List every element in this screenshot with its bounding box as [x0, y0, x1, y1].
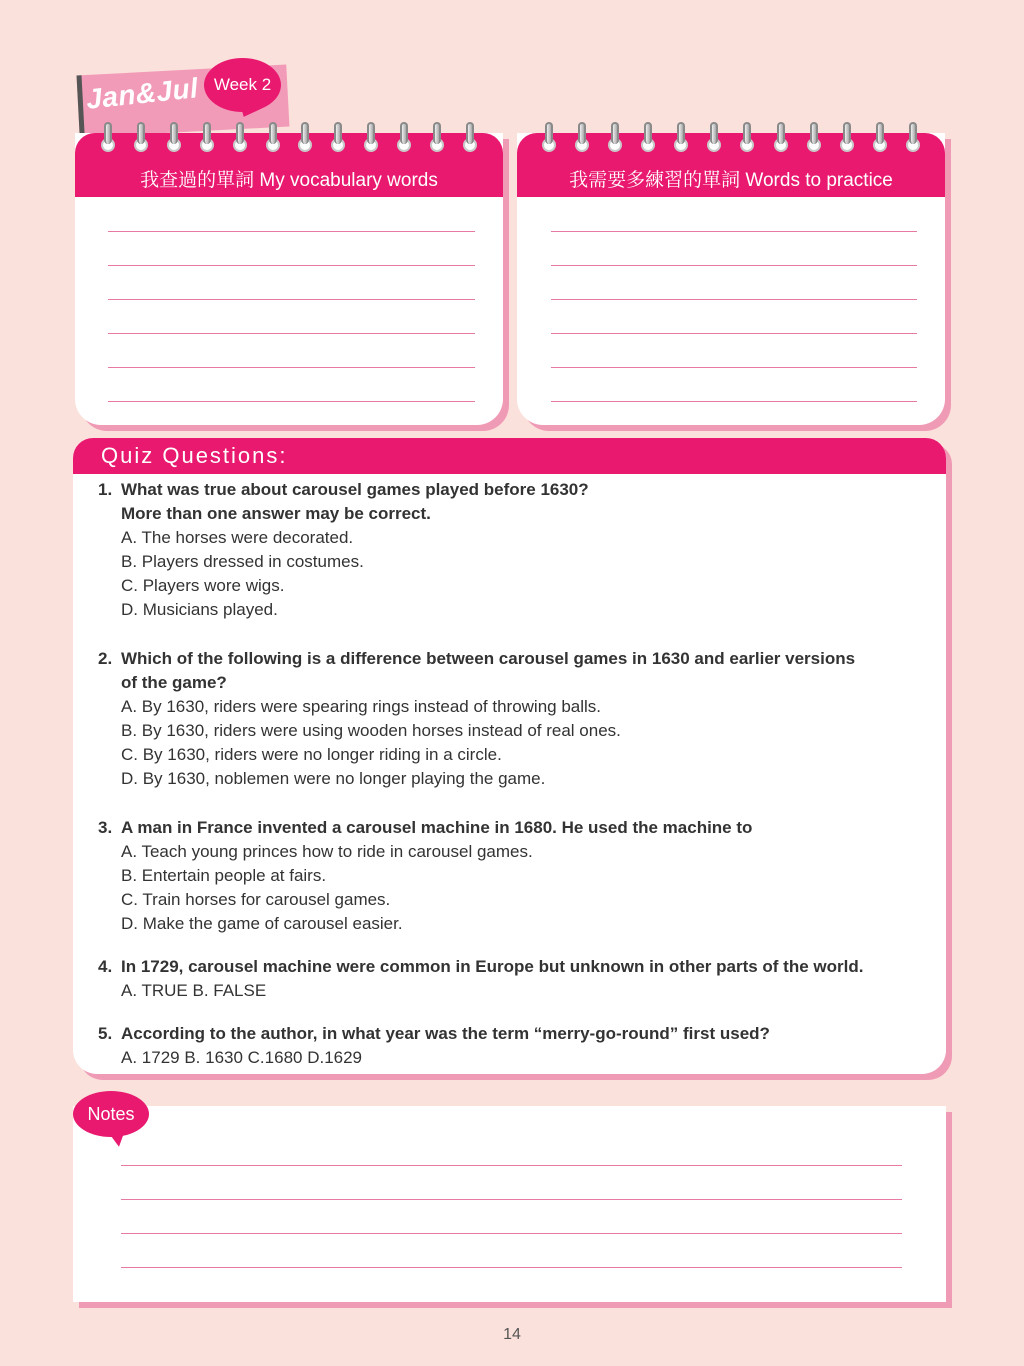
answer-option[interactable]: D. Musicians played. — [121, 600, 278, 619]
spiral-ring — [100, 122, 116, 152]
quiz-question — [98, 1022, 898, 1070]
spiral-ring — [541, 122, 557, 152]
answer-option[interactable]: B. By 1630, riders were using wooden horses instead of real ones. — [121, 721, 621, 740]
writing-line[interactable] — [551, 401, 917, 402]
page-number: 14 — [503, 1326, 521, 1343]
question-stem: According to the author, in what year was the term “merry-go-round” first used? — [121, 1024, 770, 1043]
writing-line[interactable] — [551, 231, 917, 232]
spiral-ring — [607, 122, 623, 152]
spiral-ring — [199, 122, 215, 152]
practice-card — [517, 133, 945, 425]
question-number: 3. — [98, 818, 113, 837]
writing-line[interactable] — [551, 265, 917, 266]
vocabulary-card — [75, 133, 503, 425]
spiral-ring — [462, 122, 478, 152]
answer-option[interactable]: B. Players dressed in costumes. — [121, 552, 364, 571]
week-badge: Week 2 — [204, 58, 281, 112]
writing-line[interactable] — [551, 367, 917, 368]
quiz-title: Quiz Questions: — [73, 438, 946, 474]
answer-option[interactable]: C. By 1630, riders were no longer riding in a circle. — [121, 745, 502, 764]
writing-line[interactable] — [121, 1165, 902, 1166]
spiral-ring — [640, 122, 656, 152]
vocabulary-card-rings — [100, 122, 478, 152]
spiral-ring — [166, 122, 182, 152]
writing-line[interactable] — [551, 299, 917, 300]
question-stem: of the game? — [121, 673, 227, 692]
question-stem: Which of the following is a difference between carousel games in 1630 and earlier versions — [121, 649, 856, 668]
spiral-ring — [839, 122, 855, 152]
writing-line[interactable] — [108, 299, 475, 300]
spiral-ring — [396, 122, 412, 152]
spiral-ring — [429, 122, 445, 152]
notes-box — [73, 1106, 946, 1302]
spiral-ring — [265, 122, 281, 152]
practice-card-title: 我需要多練習的單詞 Words to practice — [517, 133, 945, 197]
answer-option[interactable]: B. Entertain people at fairs. — [121, 866, 327, 885]
writing-line[interactable] — [121, 1199, 902, 1200]
answer-option[interactable]: D. By 1630, noblemen were no longer playing the game. — [121, 769, 546, 788]
question-stem: More than one answer may be correct. — [121, 504, 431, 523]
notes-label: Notes — [73, 1091, 149, 1137]
spiral-ring — [706, 122, 722, 152]
spiral-ring — [330, 122, 346, 152]
question-stem: A man in France invented a carousel machine in 1680. He used the machine to — [121, 818, 753, 837]
question-stem: In 1729, carousel machine were common in Europe but unknown in other parts of the world. — [121, 957, 864, 976]
answer-option[interactable]: D. Make the game of carousel easier. — [121, 914, 403, 933]
answer-option[interactable]: A. 1729 B. 1630 C.1680 D.1629 — [121, 1048, 363, 1067]
writing-line[interactable] — [108, 265, 475, 266]
quiz-question — [98, 816, 898, 936]
question-number: 4. — [98, 957, 113, 976]
writing-line[interactable] — [121, 1267, 902, 1268]
spiral-ring — [297, 122, 313, 152]
spiral-ring — [806, 122, 822, 152]
writing-line[interactable] — [108, 401, 475, 402]
answer-option[interactable]: A. By 1630, riders were spearing rings instead of throwing balls. — [121, 697, 602, 716]
spiral-ring — [773, 122, 789, 152]
question-number: 2. — [98, 649, 113, 668]
writing-line[interactable] — [551, 333, 917, 334]
answer-option[interactable]: C. Players wore wigs. — [121, 576, 285, 595]
spiral-ring — [739, 122, 755, 152]
practice-card-rings — [541, 122, 921, 152]
question-number: 1. — [98, 480, 113, 499]
spiral-ring — [872, 122, 888, 152]
spiral-ring — [363, 122, 379, 152]
spiral-ring — [673, 122, 689, 152]
quiz-question — [98, 478, 898, 622]
quiz-question — [98, 955, 898, 1003]
vocabulary-card-title: 我查過的單詞 My vocabulary words — [75, 133, 503, 197]
answer-option[interactable]: A. Teach young princes how to ride in carousel games. — [121, 842, 533, 861]
writing-line[interactable] — [121, 1233, 902, 1234]
answer-option[interactable]: C. Train horses for carousel games. — [121, 890, 391, 909]
writing-line[interactable] — [108, 367, 475, 368]
spiral-ring — [232, 122, 248, 152]
month-label: Jan&Jul — [84, 72, 200, 115]
quiz-question — [98, 647, 898, 791]
question-number: 5. — [98, 1024, 113, 1043]
writing-line[interactable] — [108, 231, 475, 232]
answer-option[interactable]: A. The horses were decorated. — [121, 528, 354, 547]
question-stem: What was true about carousel games played before 1630? — [121, 480, 589, 499]
writing-line[interactable] — [108, 333, 475, 334]
spiral-ring — [905, 122, 921, 152]
answer-option[interactable]: A. TRUE B. FALSE — [121, 981, 267, 1000]
spiral-ring — [574, 122, 590, 152]
spiral-ring — [133, 122, 149, 152]
